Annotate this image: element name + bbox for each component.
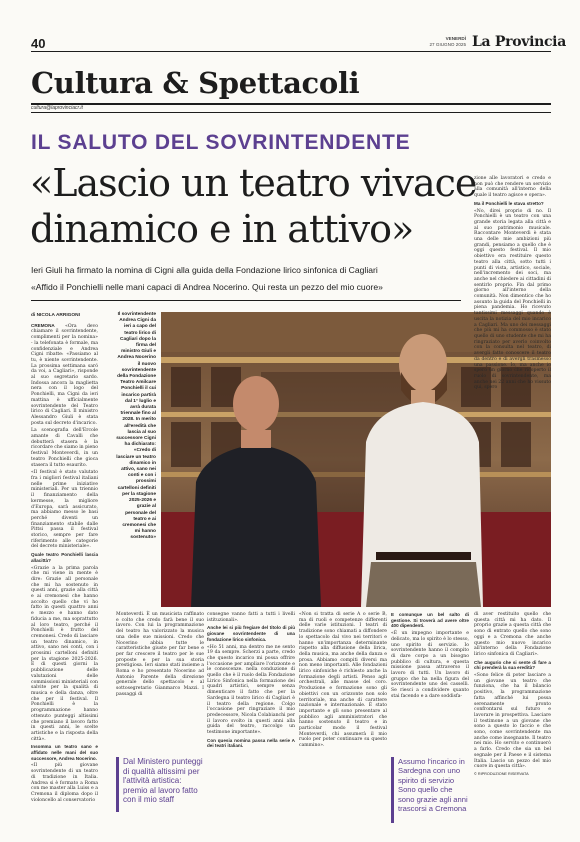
pull-quote-1	[116, 757, 206, 805]
col5-paragraph-1: «È un impegno importante e delicato, ma lo spirito è lo stesso, uno spirito di servizio. Io sovrintendente hanno il compito di dare corpo a un bisogno pubblico di cultura, e questa missione passa attraverso il lavoro di tutti. Un lavoro di gruppo che ha nella figura del sovrintendente uno dei casselli. Se riesci a condividere quanto stai facendo e a dare soddisfa-	[391, 631, 469, 699]
subhead-line-2: «Affido il Ponchielli nelle mani capaci di Andrea Nocerino. Qui resta un pezzo del mio cuore»	[31, 282, 383, 292]
header-rule	[31, 51, 551, 52]
pull-quote-2-text: Assumo l'incarico in Sardegna con uno spirito di servizio Sono quello che sono grazie agli anni trascorsi a Cremona	[398, 757, 468, 814]
section-email: cultura@laprovinciacr.it	[31, 105, 83, 111]
col6-paragraph-1: «No, direi proprio di no. Il Ponchielli è un teatro con una grande storia legata alla città e al suo patrimonio musicale. Raccontare Monteverdi è stata una delle mie ambizioni più grandi, pensiamo a quello che è oggi questo festival. Il mio obiettivo era restituire questo teatro alla città, sotto tutti i punti di vista, artistico, sociale, nell'incremento dei soci, ma anche nel chiedere ai cittadini di sentirlo proprio. Fin dal primo giorno all'interno della comunità. Non dimentico che ho assunto la guida del Ponchielli in piena pandemia. Ho ricevuto tantissimi messaggi quando è uscita la notizia del mio incarico a Cagliari. Ma uno dei messaggi che più mi ha commosso è stato quello di uno studente che mi ha ringraziato per averlo coinvolto con la consulta nel teatro, di avergli fatto conoscere il teatro da dentro e di avergli trasmesso una passione. Io, ma anche io spero un giorno che ricoperto il ruolo di sovrintendente, ma anche nei 22 anni che ho vissuto qui, spero	[474, 208, 551, 391]
col1-question-2: Insomma un teatro sano e affidato nelle mani del suo successore, Andrea Nocerino.	[31, 744, 98, 761]
col1-paragraph-5: «Il più giovane sovrintendente di un teatro di tradizione in Italia. Andrea si è formato a Roma con me master alla Luiss e a Cremona il diploma dopo il violoncello al conservatorio	[31, 763, 98, 803]
quote-bar-1	[116, 757, 119, 812]
section-title: Cultura & Spettacoli	[31, 66, 360, 100]
col1-question-1: Quale teatro Ponchielli lascia allacittà?	[31, 552, 98, 563]
col2-paragraph-1: Monteverdi. È un musicista raffinato e colto che credo farà bene il suo lavoro. Con lui la programmazione del teatro ha valorizzato la musica una delle sue missioni. Credo che Nocerino abbia tutte le caratteristiche giuste per far bene e per far crescere il teatro per le sue proposte e per la sua storia prestigiosa. Ieri siamo stati insieme a Roma e ho presentato Nocerino ad Antonio Parente della direzione generale dello spettacolo e al sottosegretario Gianmarco Mazzi. I passaggi di	[116, 612, 204, 697]
column-5	[391, 612, 469, 744]
col3-paragraph-1: consegne vanno fatti a tutti i livelli istituzionali».	[207, 612, 295, 623]
col6-question-2: Che augurio che si sente di fare a chi prenderà la sua eredità?	[474, 659, 551, 671]
column-6-top	[474, 176, 551, 391]
page-number: 40	[31, 36, 46, 51]
col6-top-paragraph: zione alle lavoratori e credo e non può che rendere un servizio alla comunità all'interno della quale il teatro agisce e opera».	[474, 176, 551, 199]
pull-quote-1-text: Dal Ministero punteggi di qualità altissimi per l'attività artistica: premio al lavoro fatto con il mio staff	[123, 757, 203, 805]
headline-line-1: «Lascio un teatro vivace	[30, 161, 477, 205]
col6-question-1: Ma il Ponchielli le stava stretto?	[474, 200, 544, 206]
subhead-line-1: Ieri Giuli ha firmato la nomina di Cigni alla guida della Fondazione lirico sinfonica di Cagliari	[31, 265, 378, 275]
section-rule	[31, 103, 551, 105]
section-rule-2	[31, 112, 551, 113]
column-4	[299, 612, 387, 837]
col1-paragraph-1: «Ora devo chiamare il sovrintendente, complimenti per la nomina» - la telefonata è formale, ma confidenziale e Andrea Cigni ribatte: «Passiamo al tu, è niente sovrintendente. La prossima settimana saró da voi, a Cagliari», risponde al suo segretario sardo. Indossa ancora la maglietta nera con il logo del Ponchielli, ma Cigni da ieri mattina è ufficialmente sovrintendente del Teatro lirico di Cagliari. Il ministro Alessandro Giuli è stata posta sul decreto d'incarico.	[31, 323, 98, 426]
byline: di NICOLA ARRIGONI	[31, 313, 80, 318]
dateline: CREMONA	[31, 322, 55, 328]
kicker: IL SALUTO DEL SOVRINTENDENTE	[31, 131, 411, 154]
pull-quote-2	[391, 757, 471, 813]
date: 27 GIUGNO 2025	[429, 41, 466, 47]
subhead-rule	[31, 300, 461, 301]
col3-paragraph-2: «Ho 51 anni, ma dentro me ne sento 19 da sempre. Scherzi a parte, credo che questo incarico mi possa offrire l'occasione per ampliare l'orizzonte e le conoscenze. nella conduzione di quello che è il ruolo della Fondazione Lirico Sinfonica nella formazione dei quadri artistici, sempre senza dimenticare il fatto che per la Sardegna il teatro lirico di Cagliari è il teatro della regione. Colgo l'occasione per ringraziare il mio predecessore, Nicola Colabianchi per il lavoro svolto in questi anni alla guida del teatro, raccolgo un testimone importante».	[207, 644, 295, 736]
col6-paragraph-3: «Sono felice di poter lasciare a un giovane un teatro che funziona, che ha il bilancio positivo, la programmazione fatta affinché lui possa serenamente pronto confrontarsi sul futuro e lavorare in prospettiva. Lasciare il testimone a un giovane che sono a questo lo faccio e che sono, come sovrintendente ma anche come insegnante. Il teatro nei mio. Ho servito e continuerò a farlo. Credo che sia un bel segnale per il Paese e il sistema Italia. Lascio un pezzo del mio cuore in questa città».	[474, 673, 551, 770]
col6-paragraph-2: di aver restituito quello che questa città mi ha dato. Il proprio grazie a questa città che sono di entrato quello che sono oggi e a Cremona che anche questo mio nuovo incarico all'interno della Fondazione lirico sinfonica di Cagliari».	[474, 612, 551, 657]
col1-paragraph-2: La scenografia dell'Ercole amante di Cavalli che debutterà stasera è la ricordare che siamo in pieno festival Monteverdi, in un teatro Ponchielli che gioca stasera il tutto esaurito.	[31, 428, 98, 468]
column-3	[207, 612, 295, 837]
col5-question-1: E comunque un bel salto di gestione. Si troverà ad avere oltre 400 dipendenti.	[391, 612, 469, 629]
photo-caption: Il sovrintendente Andrea Cigni da ieri a capo del teatro lirico di Cagliari dopo la firma del ministro Giuli e Andrea Nocerino il nuovo sovrintendente della Fondazione Teatro Amilcare Ponchielli il cui incarico partirà dal 1° luglio e avrà durata triennale fino al 2028. In merito all'eredità che lascia al suo successore Cigni ha dichiarato: «Credo di lasciare un teatro dinamico in attivo, sano nei conti e con i prossimi cartelloni definiti per la stagione 2025-2026 e grazie al personale del teatro e ai cremonesi che mi hanno sostenuto»	[116, 312, 156, 541]
date-line	[390, 36, 466, 47]
quote-bar-2	[391, 757, 394, 823]
col3-question-1: Anche lei si più fregiare del titolo di più giovane sovrintendente di una fondazione lirico sinfonica.	[207, 625, 295, 642]
column-6-bottom	[474, 612, 551, 834]
column-1	[31, 313, 98, 833]
col4-paragraph-1: «Non si tratta di serie A o serie B, ma di ruoli e competenze differenti delle varie istituzioni. I teatri di tradizione sono chiamati a diffondere lo spettacolo dal vivo nei territori e hanno un'importanza determinante rispetto alla diffusione della lirica, della musica, ma anche della danza e prosa. Abbiamo compiti diversi ma non meno importanti. Alle fondazioni lirico sinfoniche è richiesto anche la formazione degli artisti. Penso agli orchestrali, alle masse del coro. Produzione e formazione sono gli obiettivi con un orizzonte non solo territoriale, ma anche di carattere nazionale e internazionale. È stato importante e gli sono presentare al pubblico agli amministratori che hanno sostenuto il teatro e in particolar modo il festival Monteverdi, chi assumerà il mio ruolo per poter continuare su questo cammino».	[299, 612, 387, 749]
column-2	[116, 612, 204, 752]
col3-question-2: Con quesia nomina passa nella serie A dei teatri italiani.	[207, 737, 295, 749]
copyright: © RIPRODUZIONE RISERVATA	[474, 771, 529, 776]
col1-paragraph-4: «Grazie a la prima parola che mi viene in mente è dire: Grazie all personale che mi ha sostenuto in questi anni, grazie alla città e ai cremonesi che hanno accolto quello che vi ho fatto in questi quattro anni e mezzo e hanno dato fiducia a me, ma soprattutto al loro teatro, perché il Ponchielli è frutto del cremonesi. Credo di lasciare un teatro dinamico, in attivo, sano nei conti, con i prossimi cartelloni definiti per la stagione 2025-2026. E di questi giorni la pubblicazione delle valutazioni delle commissioni ministeriali con salvite per la qualità di musica e della danza, oltre che per il festival. Il Ponchielli è la programmazione hanno ottenuto punteggi altissimi che premiano il lavoro fatto in questi anni, le scelte artistiche e la risposta della città».	[31, 565, 98, 742]
headline-line-2: dinamico e in attivo»	[30, 207, 414, 251]
masthead: La Provincia	[472, 34, 566, 50]
col1-paragraph-3: «Il festival è stato valutato fra i migliori festival italiani nelle prime iniziative ministeriali. Per un triennio il finanziamento della kermesse, la migliore d'Europa, sarà assicurato, ma abbiamo messo le basi perché diventi un finanziamento stabile dalle Pittsi passa il festival storico, sempre per fare riferimento alle categorie del decreto ministeriale».	[31, 470, 98, 550]
weekday: VENERDÌ	[445, 36, 466, 41]
